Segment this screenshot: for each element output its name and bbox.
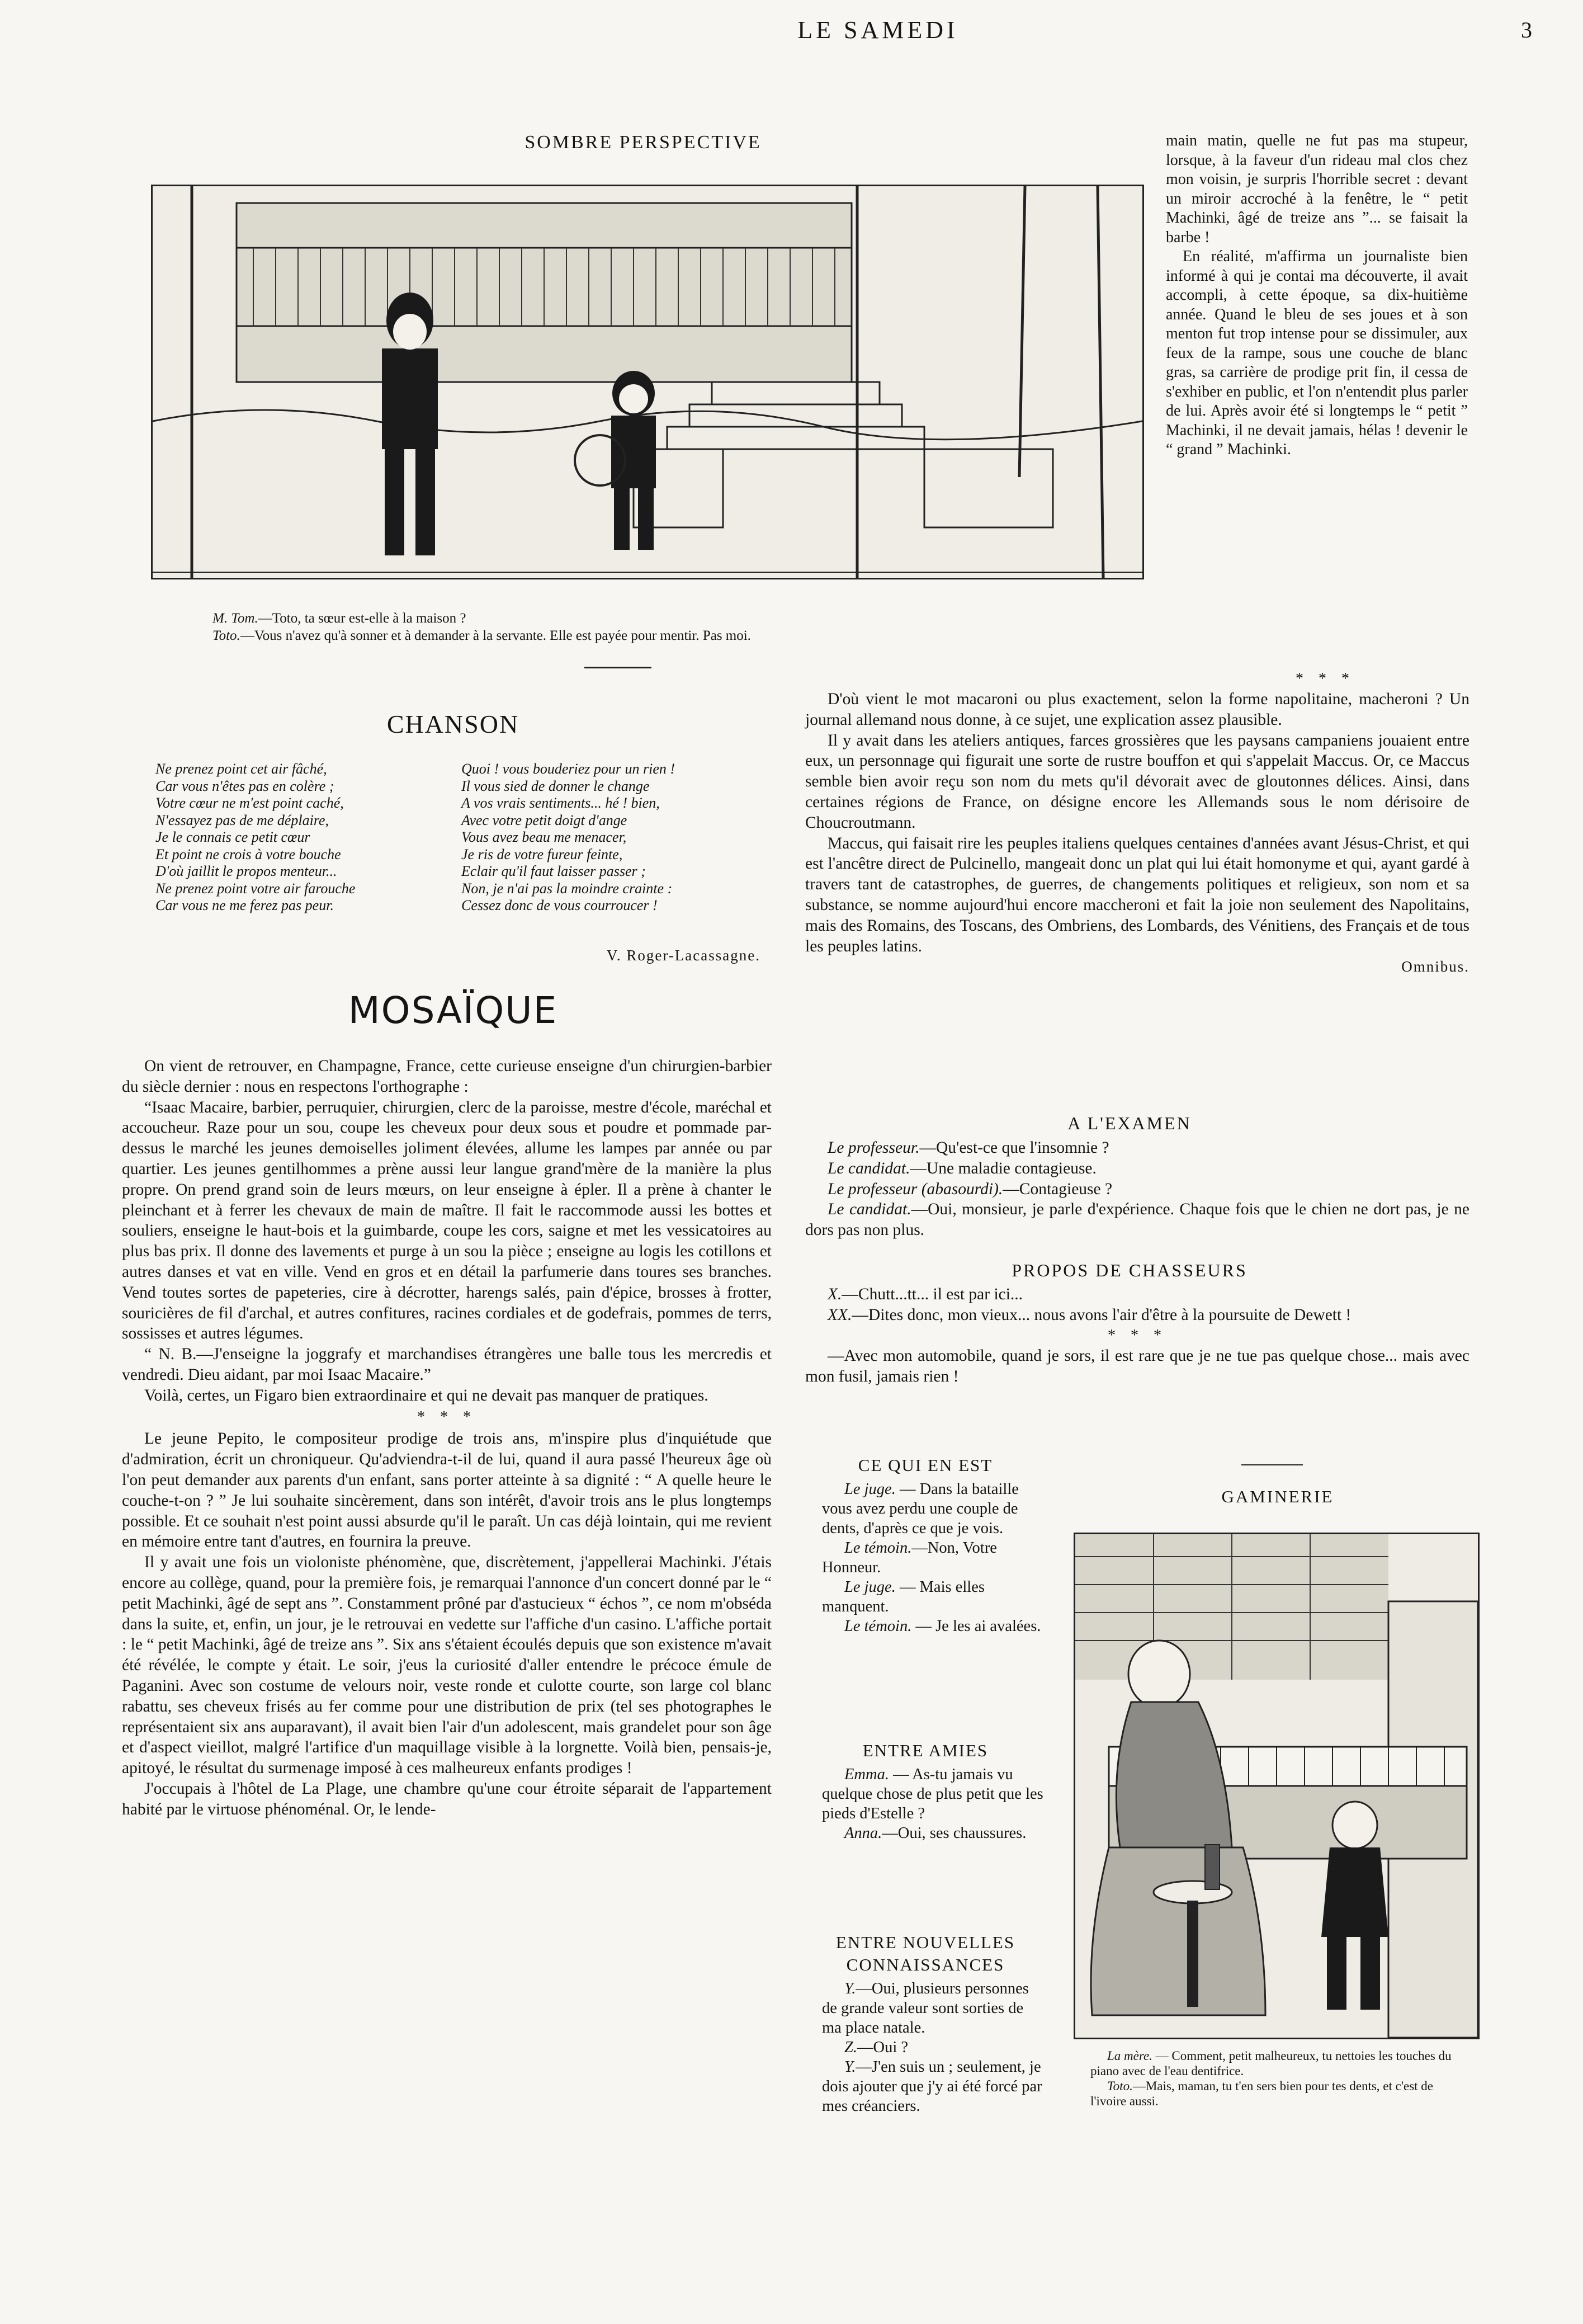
verse: N'essayez pas de me déplaire, (155, 812, 329, 828)
reply: — As-tu jamais vu quelque chose de plus petit que les pieds d'Estelle ? (822, 1766, 1043, 1822)
reply: — Dans la bataille vous avez perdu une couple de dents, d'après ce que je vois. (822, 1481, 1019, 1537)
speaker: Le candidat. (828, 1200, 911, 1219)
speaker: X. (828, 1285, 842, 1303)
verse: Quoi ! vous bouderiez pour un rien ! (461, 761, 675, 777)
dialog-line (822, 2038, 1046, 2057)
verse: D'où jaillit le propos menteur... (155, 863, 337, 879)
speaker: Le témoin. (844, 1539, 912, 1557)
sombre-illustration (151, 185, 1144, 579)
verse: Eclair qu'il faut laisser passer ; (461, 863, 646, 879)
speaker: Toto. (1107, 2079, 1133, 2093)
speaker: Le juge. (844, 1481, 896, 1498)
sombre-caption (212, 610, 1152, 644)
ce-qui-title: CE QUI EN EST (858, 1455, 993, 1475)
verse: Vous avez beau me menacer, (461, 829, 627, 845)
reply: — Mais elles manquent. (822, 1578, 985, 1615)
closing-line: —Avec mon automobile, quand je sors, il est rare que je ne tue pas quelque chose... mais avec mon fusil, jamais rien ! (805, 1347, 1469, 1386)
gaminerie-rule (1241, 1464, 1303, 1465)
dialog-line (822, 1823, 1046, 1843)
reply: —Oui, plusieurs personnes de grande valeur sont sorties de ma place natale. (822, 1980, 1029, 2037)
reply: —Une maladie contagieuse. (910, 1159, 1097, 1177)
reply: —Vous n'avez qu'à sonner et à demander à la servante. Elle est payée pour mentir. Pas moi. (240, 628, 751, 643)
reply: —Oui ? (857, 2039, 909, 2056)
chasseurs-stars: * * * (1108, 1326, 1167, 1344)
page-header (626, 16, 1130, 49)
verse: Et point ne crois à votre bouche (155, 846, 341, 862)
speaker: Le candidat. (828, 1159, 910, 1177)
speaker: Toto. (212, 628, 240, 643)
dialog-line (822, 1538, 1046, 1577)
verse: Car vous n'êtes pas en colère ; (155, 777, 334, 794)
speaker: Le professeur. (828, 1139, 920, 1157)
chanson-stanza-right (461, 761, 763, 914)
chanson-author: V. Roger-Lacassagne. (606, 947, 760, 964)
dialog-line (822, 1616, 1046, 1636)
reply: —Oui, monsieur, je parle d'expérience. Chaque fois que le chien ne dort pas, je ne dors pas non plus. (805, 1200, 1469, 1239)
dialog-line (805, 1284, 1469, 1305)
examen-title: A L'EXAMEN (1067, 1113, 1192, 1133)
paragraph: D'où vient le mot macaroni ou plus exactement, selon la forme napolitaine, macheroni ? Un journal allemand nous donne, à ce sujet, une explication assez plausible. (805, 690, 1469, 729)
paragraph: main matin, quelle ne fut pas ma stupeur, lorsque, à la faveur d'un rideau mal clos chez mon voisin, je surpris l'horrible secret : devant un miroir accroché à la fenêtre, le “ petit Machinki, âgé de treize ans ”... se faisait la barbe ! (1166, 132, 1468, 246)
reply: —Toto, ta sœur est-elle à la maison ? (258, 611, 466, 626)
verse: Avec votre petit doigt d'ange (461, 812, 627, 828)
nouvelles-dialog (822, 1979, 1046, 2116)
speaker: Le juge. (844, 1578, 896, 1596)
dialog-line (805, 1199, 1469, 1241)
reply: —Contagieuse ? (1003, 1180, 1113, 1198)
verse: Je ris de votre fureur feinte, (461, 846, 623, 862)
paragraph: On vient de retrouver, en Champagne, France, cette curieuse enseigne d'un chirurgien-barbier du siècle dernier : nous en respectons l'orthographe : (122, 1057, 772, 1096)
speaker: XX. (828, 1305, 852, 1324)
reply: —Qu'est-ce que l'insomnie ? (919, 1139, 1109, 1157)
paragraph: “ N. B.—J'enseigne la joggrafy et marchandises étrangères une balle tous les mercredis et vendredi. Dieu aidant, par moi Isaac Macaire.” (122, 1345, 772, 1384)
reply: —Non, Votre Honneur. (822, 1539, 997, 1576)
gaminerie-drawing (1075, 1534, 1478, 2038)
entre-amies-dialog (822, 1765, 1046, 1843)
paragraph: “Isaac Macaire, barbier, perruquier, chirurgien, clerc de la paroisse, mestre d'école, maréchal et accoucheur. Raze pour un sou, coupe les cheveux pour deux sous et poudre et pommade par-dessus le marché les jeunes demoiselles joliment élevées, allume les lampes par année ou par quartier. Les jeunes gentilhommes a prène aussi leur langue grand'mère de la manière la plus propre. On prend grand soin de leurs mœurs, on leur enseigne à épler. Il a prène à chanter le pleinchant et à ferrer les chevaux de main de maître. Il fait le raccommode aussi les bottes et souliers, enseigne le haut-bois et la guimbarde, coupe les cors, saigne et met les vessicatoires au plus bas prix. Il donne des lavements et purge à un sou la pièce ; enseigne au logis les cotillons et autres danses et vat en ville. Vend en gros et en détail la parfumerie dans toures ses branches. Vend toutes sortes de papeteries, cire à décrotter, harengs salés, pain d'épice, brosses à frotter, souricières de fil d'archal, et autres confitures, racines cordiales et de godefrais, pommes de terrs, sossisses et autres légumes. (122, 1098, 772, 1343)
dialog-line (805, 1305, 1469, 1326)
dialog-line (805, 1138, 1469, 1158)
verse: Ne prenez point votre air farouche (155, 880, 356, 897)
nouvelles-title: ENTRE NOUVELLES CONNAISSANCES (835, 1932, 1015, 1974)
reply: — Comment, petit malheureux, tu nettoies les touches du piano avec de l'eau dentifrice. (1090, 2049, 1452, 2078)
speaker: Le professeur (abasourdi). (828, 1180, 1003, 1198)
gaminerie-caption (1090, 2048, 1471, 2109)
reply: —Mais, maman, tu t'en sers bien pour tes dents, et c'est de l'ivoire aussi. (1090, 2079, 1433, 2108)
macaroni-article (805, 689, 1469, 977)
paragraph: J'occupais à l'hôtel de La Plage, une chambre qu'une cour étroite séparait de l'appartement habité par le virtuose phénoménal. Or, le lende- (122, 1779, 772, 1818)
journal-title: LE SAMEDI (797, 16, 958, 44)
gaminerie-illustration (1074, 1533, 1480, 2039)
reply: —Chutt...tt... il est par ici... (842, 1285, 1023, 1303)
speaker: Z. (844, 2039, 857, 2056)
paragraph: Il y avait dans les ateliers antiques, farces grossières que les paysans campaniens jouaient entre eux, un personnage qui figurait une sorte de rustre bouffon et qui s'appelait Maccus. Or, ce Maccus semble bien avoir reçu son nom du mets qu'il dévorait avec de gloutonnes délices. Ainsi, dans certaines régions de France, on désigne encore les Allemands sous le nom dérisoire de Choucroutmann. (805, 731, 1469, 832)
speaker: Y. (844, 2058, 856, 2076)
dialog-line (822, 2057, 1046, 2116)
sombre-rule (584, 667, 651, 668)
verse: Votre cœur ne m'est point caché, (155, 795, 344, 811)
ce-qui-dialog (822, 1479, 1046, 1636)
mosaique-body (122, 1056, 772, 1819)
caption-line (1090, 2078, 1471, 2109)
reply: —J'en suis un ; seulement, je dois ajouter que j'y ai été forcé par mes créanciers. (822, 2058, 1042, 2115)
paragraph: Le jeune Pepito, le compositeur prodige de trois ans, m'inspire plus d'inquiétude que d'admiration, écrit un chroniqueur. Qu'adviendra-t-il de lui, quand il aura passé l'heureux âge où l'on peut demander aux parents d'un enfant, sans porter atteinte à sa dignité : “ A quelle heure le couche-t-on ? ” Je lui souhaite sincèrement, dans son intérêt, d'avoir trois ans le plus longtemps possible. Et ce souhait n'est point aussi absurde qu'il le paraît. Un cas déjà lointain, qui me revient en mémoire entre tant d'autres, en fournira la preuve. (122, 1430, 772, 1551)
reply: — Je les ai avalées. (911, 1618, 1041, 1635)
dialog-line (822, 1479, 1046, 1538)
verse: Il vous sied de donner le change (461, 777, 650, 794)
verse: Non, je n'ai pas la moindre crainte : (461, 880, 673, 897)
verse: Cessez donc de vous courroucer ! (461, 897, 658, 913)
dialog-line (822, 1577, 1046, 1616)
gaminerie-title: GAMINERIE (1221, 1487, 1334, 1506)
chasseurs-title: PROPOS DE CHASSEURS (1012, 1260, 1248, 1280)
caption-line (1090, 2048, 1471, 2078)
paragraph: Voilà, certes, un Figaro bien extraordinaire et qui ne devait pas manquer de pratiques. (144, 1386, 708, 1404)
speaker: M. Tom. (212, 611, 258, 626)
right-stars: * * * (1296, 670, 1355, 687)
page-number: 3 (1521, 17, 1532, 43)
dialog-line (822, 1765, 1046, 1823)
machinki-continuation (1166, 131, 1468, 460)
caption-line (212, 610, 1152, 627)
verse: Je le connais ce petit cœur (155, 829, 310, 845)
verse: Ne prenez point cet air fâché, (155, 761, 327, 777)
chasseurs-dialog (805, 1284, 1469, 1387)
verse: Car vous ne me ferez pas peur. (155, 897, 334, 913)
chanson-title: CHANSON (386, 710, 519, 738)
speaker: La mère. (1107, 2049, 1152, 2063)
reply: —Oui, ses chaussures. (882, 1825, 1027, 1842)
dialog-line (805, 1179, 1469, 1200)
sombre-drawing (153, 186, 1142, 578)
sombre-title: SOMBRE PERSPECTIVE (524, 132, 762, 153)
paragraph: En réalité, m'affirma un journaliste bien informé à qui je contai ma découverte, il avait accompli, à cette époque, sa dix-huitième année. Quand le bleu de ses joues et à son menton fut trop intense pour se dissimuler, aux feux de la rampe, sous une couche de blanc gras, sa carrière de prodige prit fin, il cessa de s'exhiber en public, et l'on n'entendit plus parler de lui. Après avoir été si longtemps le “ petit ” Machinki, il ne devait jamais, hélas ! devenir le “ grand ” Machinki. (1166, 248, 1468, 458)
verse: A vos vrais sentiments... hé ! bien, (461, 795, 660, 811)
macaroni-author: Omnibus. (1401, 958, 1469, 975)
dialog-line (822, 1979, 1046, 2038)
mosaique-title: MOSAÏQUE (348, 989, 558, 1032)
speaker: Y. (844, 1980, 856, 1997)
speaker: Le témoin. (844, 1618, 912, 1635)
reply: —Dites donc, mon vieux... nous avons l'air d'être à la poursuite de Dewett ! (852, 1305, 1352, 1324)
mosaique-stars: * * * (417, 1408, 476, 1426)
speaker: Anna. (844, 1825, 882, 1842)
paragraph: Il y avait une fois un violoniste phénomène, que, discrètement, j'appellerai Machinki. J'étais encore au collège, quand, pour la première fois, je remarquai l'annonce d'un concert donné par le “ petit Machinki, âgé de sept ans ”. Constamment prôné par d'astucieux “ échos ”, ce nom m'obséda dans la suite, et, enfin, un jour, je le retrouvai en vedette sur l'affiche d'un casino. L'affiche portait : le “ petit Machinki, âgé de treize ans ”. Six ans s'étaient écoulés depuis que son existence m'avait été révélée, le compte y était. Le soir, j'eus la curiosité d'aller entendre le précoce émule de Paganini. Avec son costume de velours noir, veste ronde et culotte courte, son large col blanc rabattu, ses cheveux frisés au fer comme pour une distribution de prix (tel ses photographes le représentaient six ans auparavant), il avait bien l'air d'un adolescent, mais grandelet pour son âge et d'aspect vieillot, malgré l'artifice d'un maquillage visible à la lorgnette. Voilà bien, pensais-je, apitoyé, le résultat du surmenage imposé à ces malheureux enfants prodiges ! (122, 1553, 772, 1778)
paragraph: Maccus, qui faisait rire les peuples italiens quelques centaines d'années avant Jésus-Christ, et qui est l'ancêtre direct de Pulcinello, mangeait donc un plat qui lui était homonyme et qui, ayant gardé à travers tant de catastrophes, de guerres, de changements politiques et religieux, son nom et sa substance, se nomme aujourd'hui encore maccheroni et fait la joie non seulement des Napolitains, mais des Romains, des Toscans, des Ombriens, des Lombards, des Vénitiens, des Français et de tous les peuples latins. (805, 834, 1469, 955)
entre-amies-title: ENTRE AMIES (862, 1741, 989, 1760)
speaker: Emma. (844, 1766, 889, 1783)
caption-line (212, 627, 1152, 644)
chanson-stanza-left (155, 761, 457, 914)
dialog-line (805, 1158, 1469, 1179)
examen-dialog (805, 1138, 1469, 1241)
